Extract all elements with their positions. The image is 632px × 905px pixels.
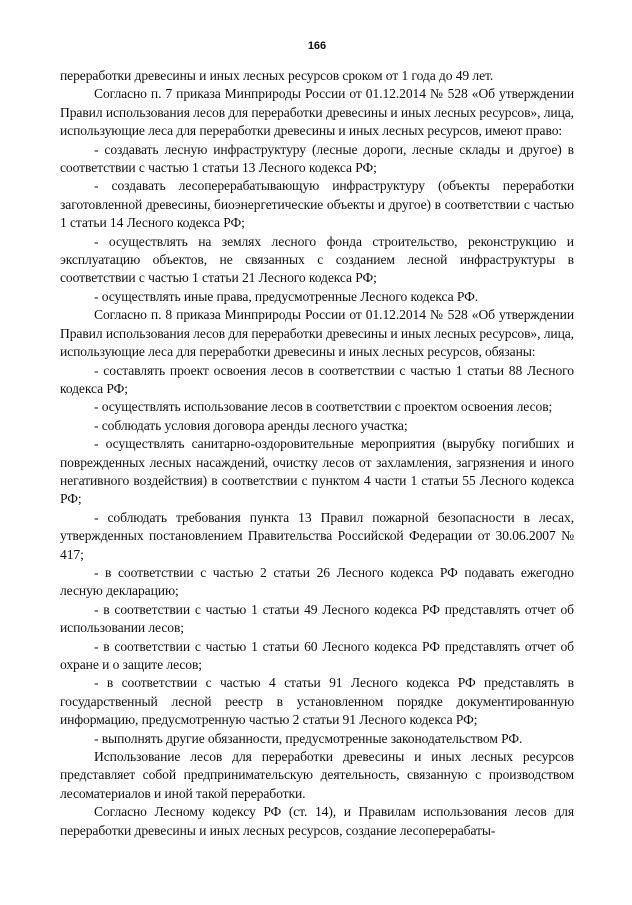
paragraph-10: - соблюдать условия договора аренды лесного участка; xyxy=(94,417,408,433)
paragraph-17: - выполнять другие обязанности, предусмотренные законодательством РФ. xyxy=(94,730,523,746)
paragraph-14: - в соответствии с частью 1 статьи 49 Лесного кодекса РФ представлять отчет об использовании лесов; xyxy=(60,601,574,636)
paragraph-16: - в соответствии с частью 4 статьи 91 Лесного кодекса РФ представлять в государственный лесной реестр в установленном порядке документированную информацию, предусмотренную частью 2 статьи 91 Лесного кодекса РФ; xyxy=(60,675,574,728)
paragraph-19: Согласно Лесному кодексу РФ (ст. 14), и Правилам использования лесов для переработки древесины и иных лесных ресурсов, создание лесоперерабаты- xyxy=(60,804,574,838)
paragraph-18: Использование лесов для переработки древесины и иных лесных ресурсов представляет собой предпринимательскую деятельность, связанную с производством лесоматериалов и иной такой переработки. xyxy=(60,749,574,801)
paragraph-5: - осуществлять на землях лесного фонда строительство, реконструкцию и эксплуатацию объектов, не связанных с созданием лесной инфраструктуры в соответствии с частью 1 статьи 21 Лесного кодекса РФ; xyxy=(60,233,574,286)
paragraph-8: - составлять проект освоения лесов в соответствии с частью 1 статьи 88 Лесного кодекса РФ; xyxy=(60,362,574,396)
paragraph-1: переработки древесины и иных лесных ресурсов сроком от 1 года до 49 лет. xyxy=(60,68,494,83)
paragraph-13: - в соответствии с частью 2 статьи 26 Лесного кодекса РФ подавать ежегодно лесную декларацию; xyxy=(60,564,574,599)
body-text xyxy=(60,67,574,840)
paragraph-15: - в соответствии с частью 1 статьи 60 Лесного кодекса РФ представлять отчет об охране и о защите лесов; xyxy=(60,638,574,672)
paragraph-6: - осуществлять иные права, предусмотренные Лесного кодекса РФ. xyxy=(94,288,479,304)
page-number: 166 xyxy=(307,40,327,52)
paragraph-12: - соблюдать требования пункта 13 Правил пожарной безопасности в лесах, утвержденных постановлением Правительства Российской Федерации от 30.06.2007 № 417; xyxy=(60,509,574,562)
paragraph-2: Согласно п. 7 приказа Минприроды России от 01.12.2014 № 528 «Об утверждении Правил использования лесов для переработки древесины и иных лесных ресурсов», лица, использующие леса для переработки древесины и иных лесных ресурсов, имеют право: xyxy=(60,86,574,139)
paragraph-9: - осуществлять использование лесов в соответствии с проектом освоения лесов; xyxy=(94,399,553,415)
paragraph-7: Согласно п. 8 приказа Минприроды России от 01.12.2014 № 528 «Об утверждении Правил использования лесов для переработки древесины и иных лесных ресурсов», лица, использующие леса для переработки древесины и иных лесных ресурсов, обязаны: xyxy=(60,307,574,360)
paragraph-3: - создавать лесную инфраструктуру (лесные дороги, лесные склады и другое) в соответствии с частью 1 статьи 13 Лесного кодекса РФ; xyxy=(60,141,574,176)
paragraph-11: - осуществлять санитарно-оздоровительные мероприятия (вырубку погибших и поврежденных лесных насаждений, очистку лесов от захламления, загрязнения и иного негативного воздействия) в соответствии с пунктом 4 части 1 статьи 55 Лесного кодекса РФ; xyxy=(60,436,574,507)
paragraph-4: - создавать лесоперерабатывающую инфраструктуру (объекты переработки заготовленной древесины, биоэнергетические объекты и другое) в соответствии с частью 1 статьи 14 Лесного кодекса РФ; xyxy=(60,178,574,231)
